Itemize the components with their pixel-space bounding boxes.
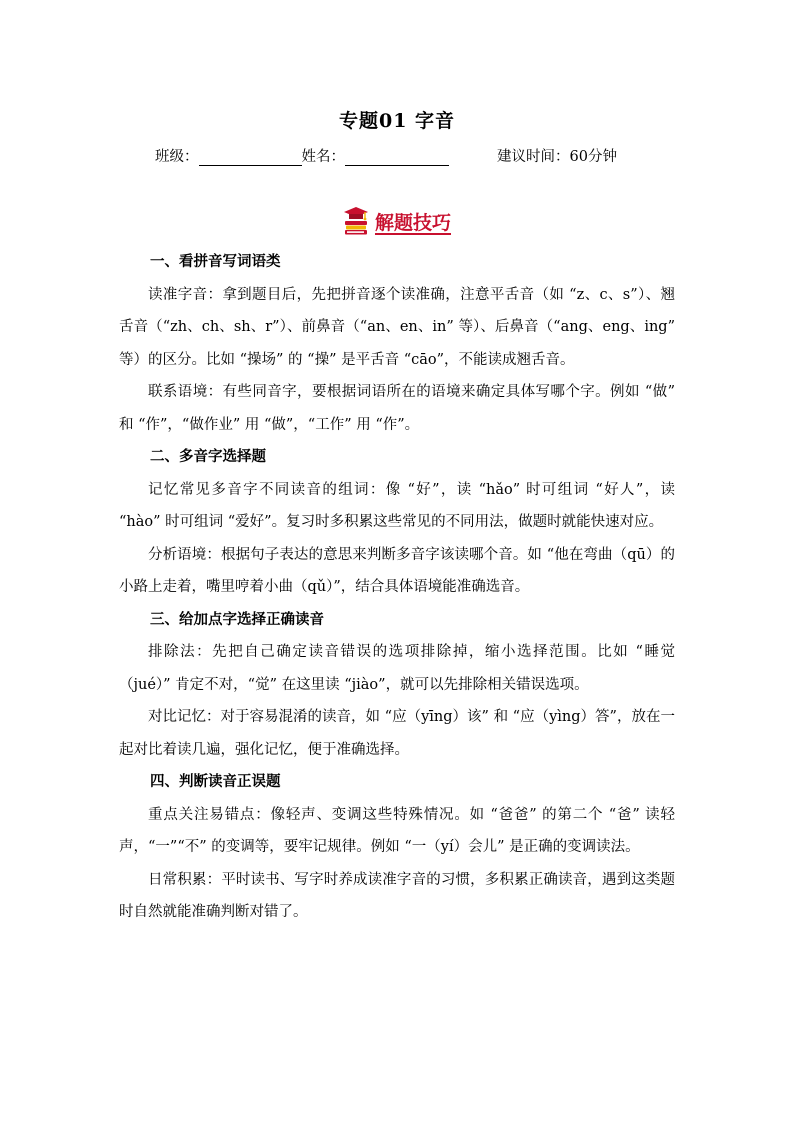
section-2-paragraph-1: 记忆常见多音字不同读音的组词：像 “好”，读 “hǎo” 时可组词 “好人”，读 “hào” 时可组词 “爱好”。复习时多积累这些常见的不同用法，做题时就能快速对应。 [119,481,675,530]
section-heading-2: 二、多音字选择题 [150,448,266,465]
section-1-paragraph-2: 联系语境：有些同音字，要根据词语所在的语境来确定具体写哪个字。例如 “做” 和 “作”，“做作业” 用 “做”，“工作” 用 “作”。 [119,384,675,433]
section-3-paragraph-2: 对比记忆：对于容易混淆的读音，如 “应（yīng）该” 和 “应（yìng）答”，放在一起对比着读几遍，强化记忆，便于准确选择。 [119,709,675,758]
section-heading-1: 一、看拼音写词语类 [150,253,281,270]
books-graduation-cap-icon [343,206,369,236]
name-blank [345,149,449,166]
suggested-time: 建议时间：60分钟 [497,149,617,165]
class-blank [199,149,302,166]
class-label: 班级： [155,149,199,165]
section-4-paragraph-1: 重点关注易错点：像轻声、变调这些特殊情况。如 “爸爸” 的第二个 “爸” 读轻声，“一”“不” 的变调等，要牢记规律。例如 “一（yí）会儿” 是正确的变调读法。 [119,806,675,855]
student-info-line [155,145,695,166]
tips-content [119,246,675,929]
section-banner [0,206,794,236]
name-label: 姓名： [301,149,345,165]
section-4-paragraph-2: 日常积累：平时读书、写字时养成读准字音的习惯，多积累正确读音，遇到这类题时自然就能准确判断对错了。 [119,871,675,920]
section-1-paragraph-1: 读准字音：拿到题目后，先把拼音逐个读准确，注意平舌音（如 “z、c、s”）、翘舌音（“zh、ch、sh、r”）、前鼻音（“an、en、in” 等）、后鼻音（“ang、eng、ing” 等）的区分。比如 “操场” 的 “操” 是平舌音 “cāo”，不能读成翘舌音。 [119,286,675,368]
section-heading-3: 三、给加点字选择正确读音 [150,610,324,628]
banner-title: 解题技巧 [374,211,451,234]
section-2-paragraph-2: 分析语境：根据句子表达的意思来判断多音字该读哪个音。如 “他在弯曲（qū）的小路上走着，嘴里哼着小曲（qǔ）”，结合具体语境能准确选音。 [119,546,675,595]
section-3-paragraph-1: 排除法：先把自己确定读音错误的选项排除掉，缩小选择范围。比如 “睡觉（jué）” 肯定不对，“觉” 在这里读 “jiào”，就可以先排除相关错误选项。 [119,644,675,693]
page-title: 专题01 字音 [338,110,456,132]
section-heading-4: 四、判断读音正误题 [150,773,281,790]
